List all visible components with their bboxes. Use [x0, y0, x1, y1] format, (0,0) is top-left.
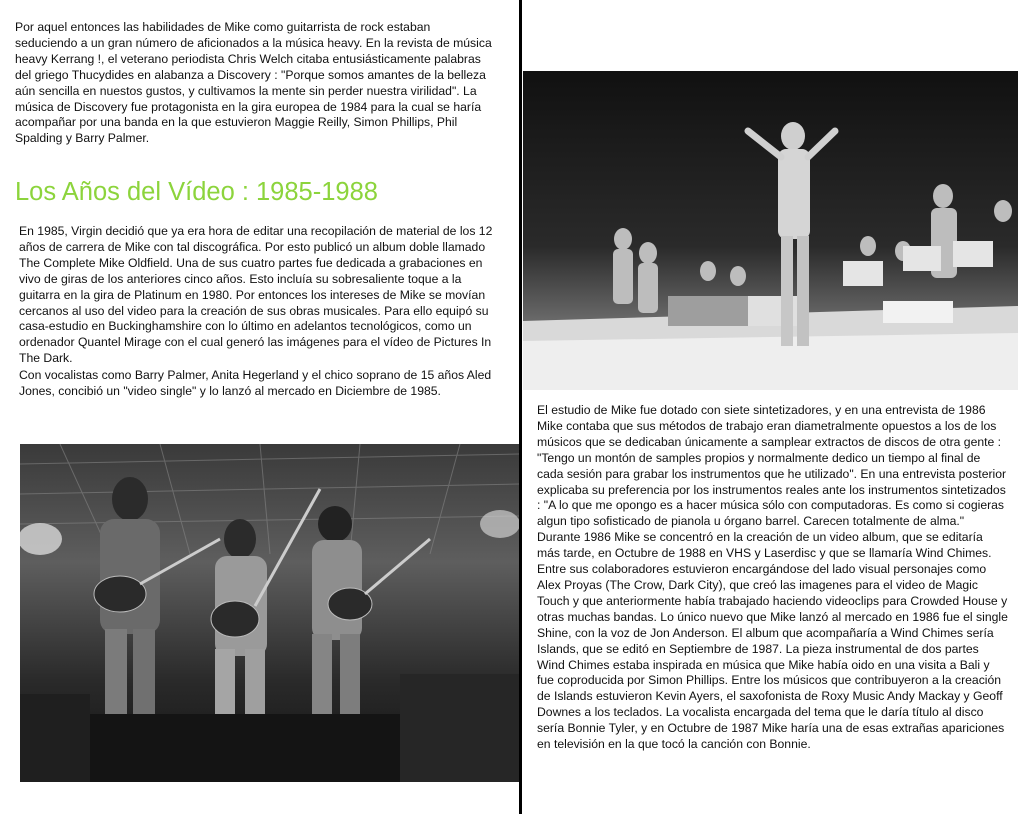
section-paragraph: En 1985, Virgin decidió que ya era hora de editar una recopilación de material de los 12 años de carrera de Mike con tal discográfica. Por esto publicó un album doble llamado The Complete Mike Oldfield. Una de sus cuatro partes fue dedicada a grabaciones en vivo de giras de los anteriores cinco años. Esto incluía su sobresaliente toque a la guitarra en la gira de Platinum en 1980. Por entonces los intereses de Mike se movían cercanos al uso del video para la creación de sus obras musicales. Para ello equipó su casa-estudio en Buckinghamshire con lo último en adelantos tecnológicos, como un ordenador Quantel Mirage con el cual generó las imágenes para el vídeo de Pictures In The Dark. [19, 224, 493, 366]
orchestra-stage-photo [523, 71, 1018, 390]
concert-guitarists-image [20, 444, 519, 782]
right-column-paragraph: El estudio de Mike fue dotado con siete sintetizadores, y en una entrevista de 1986 Mike contaba que sus métodos de trabajo eran diametralmente opuestos a los de los músicos que se dedicaban únicamente a samplear extractos de discos de otra gente : "Tengo un montón de samples propios y normalmente dedico un tiempo al final de cada sesión para grabar los instrumentos que he utilizado". En una entrevista posterior explicaba su preferencia por los instrumentos reales ante los instrumentos sintetizados : "A lo que me opongo es a hacer música sólo con computadoras. Es como si cogieras algun tipo sofisticado de pianola u órgano barrel. Carecen totalmente de alma." Durante 1986 Mike se concentró en la creación de un video album, que se editaría más tarde, en Octubre de 1988 en VHS y Laserdisc y que se llamaría Wind Chimes. Entre sus colaboradores estuvieron encargándose del lado visual personajes como Alex Proyas (The Crow, Dark City), que creó las imagenes para el video de Magic Touch y que anteriormente había trabajado haciendo videoclips para Crowded House y otras muchas bandas. Lo único nuevo que Mike lanzó al mercado en 1986 fue el single Shine, con la voz de Jon Anderson. El album que acompañaría a Wind Chimes sería Islands, que se editó en Septiembre de 1987. La pieza instrumental de dos partes Wind Chimes estaba inspirada en música que Mike había oido en una visita a Bali y fue coproducida por Simon Phillips. Entre los músicos que contribuyeron a la creación de Islands estuvieron Kevin Ayers, el saxofonista de Roxy Music Andy Mackay y Geoff Downes a los teclados. La vocalista encargada del tema que le daría título al disco sería Bonnie Tyler, y en Octubre de 1987 Mike haría una de esas extrañas apariciones en televisión en la que tocó la canción con Bonnie. [537, 403, 1008, 752]
concert-guitarists-photo [20, 444, 519, 782]
orchestra-stage-image [523, 71, 1018, 390]
section-paragraph-continued: Con vocalistas como Barry Palmer, Anita Hegerland y el chico soprano de 15 años Aled Jones, concibió un "video single" y lo lanzó al mercado en Diciembre de 1985. [19, 368, 492, 398]
intro-paragraph: Por aquel entonces las habilidades de Mike como guitarrista de rock estaban seduciendo a un gran número de aficionados a la música heavy. En la revista de música heavy Kerrang !, el veterano periodista Chris Welch citaba entusiásticamente palabras del griego Thucydides en alabanza a Discovery : "Porque somos amantes de la belleza aún sencilla en nuestos gustos, y cultivamos la mente sin perder nuestra virilidad". La música de Discovery fue protagonista en la gira europea de 1984 para la cual se haría acompañar por una banda en la que estuvieron Maggie Reilly, Simon Phillips, Phil Spalding y Barry Palmer. [15, 20, 492, 146]
section-heading: Los Años del Vídeo : 1985-1988 [15, 178, 378, 206]
column-divider [519, 0, 522, 814]
